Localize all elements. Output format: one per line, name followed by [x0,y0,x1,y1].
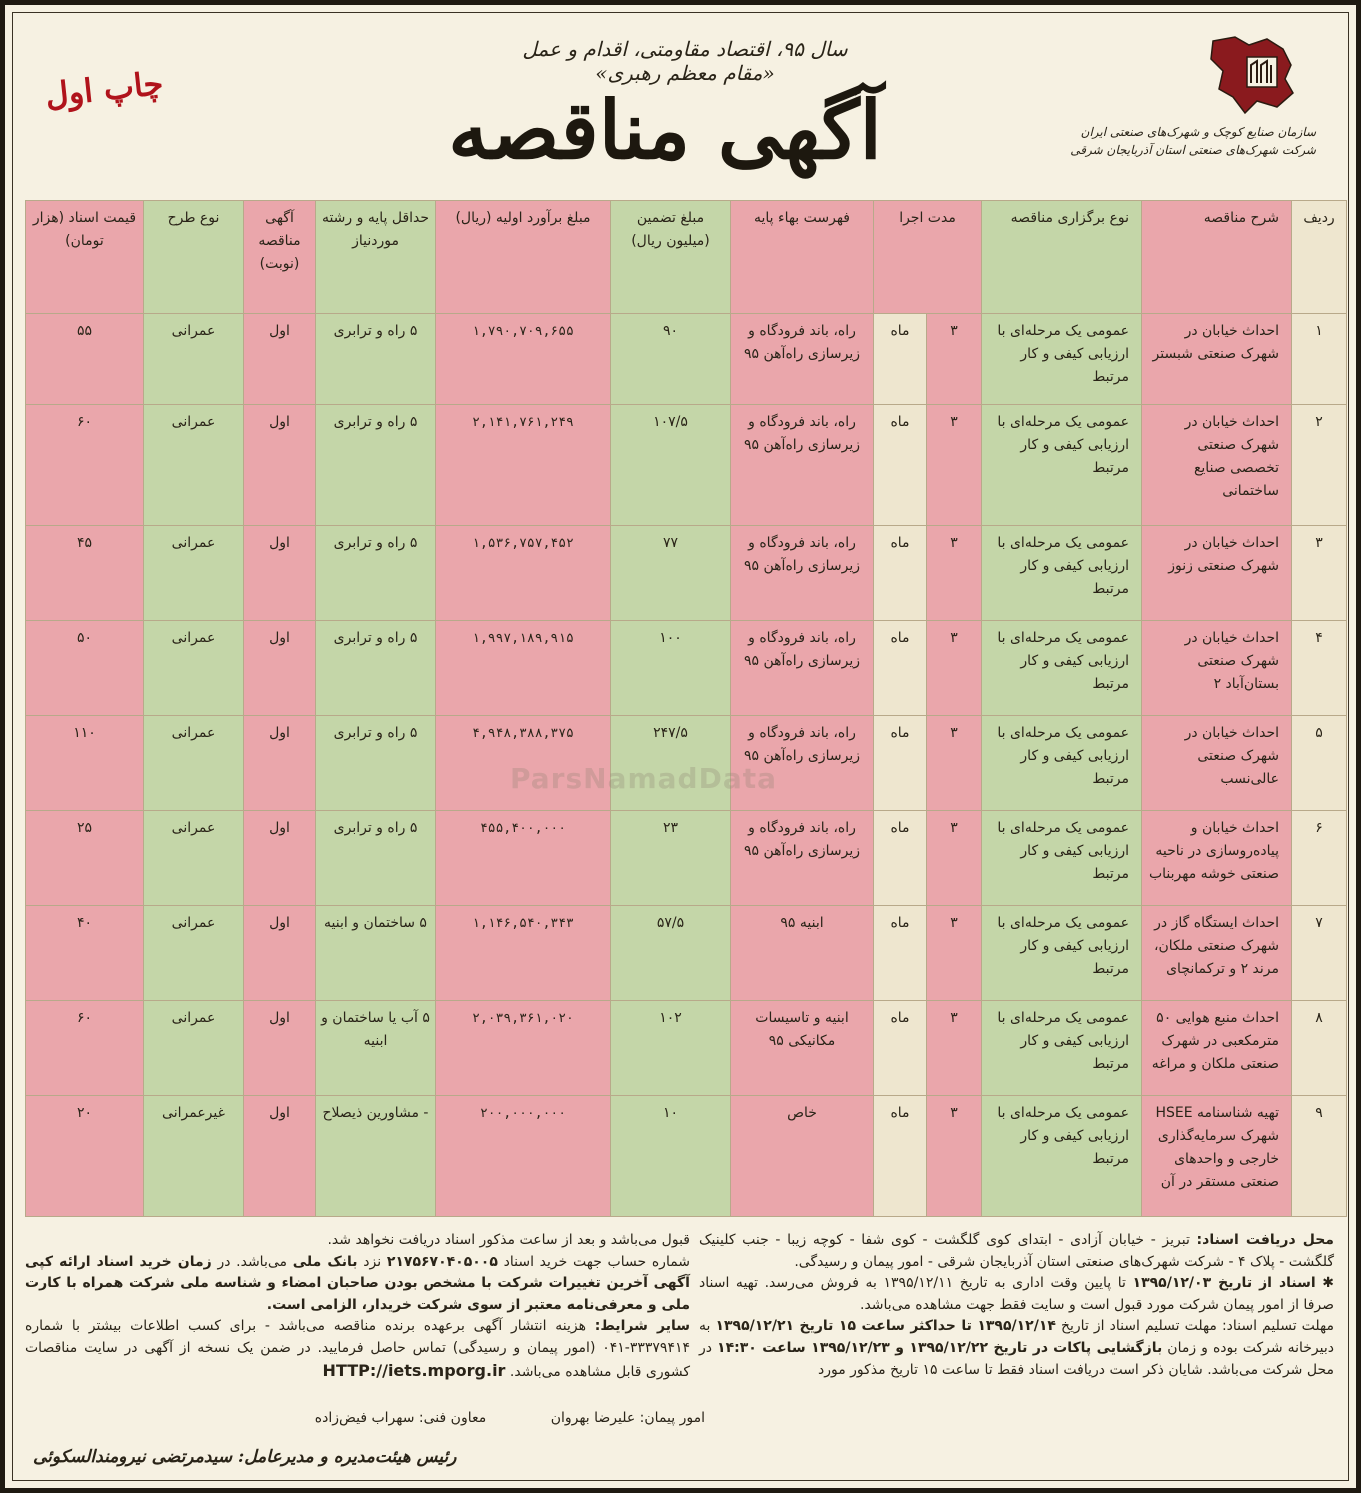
row-description [1142,1095,1292,1217]
row-price-list-text: راه، باند فرودگاه و زیرسازی راه‌آهن ۹۵ [744,725,860,765]
row-number-text: ۶ [1315,819,1323,836]
row-estimate-text: ۱,۹۹۷,۱۸۹,۹۱۵ [472,631,574,647]
row-document-price [26,1095,144,1217]
row-estimate-text: ۲۰۰,۰۰۰,۰۰۰ [479,1105,567,1121]
row-tender-type-text: عمومی یک مرحله‌ای با ارزیابی کیفی و کار مرتبط [997,819,1130,882]
row-duration-number [927,314,982,405]
row-notice-round-text: اول [269,725,290,742]
row-number-text: ۱ [1315,323,1323,339]
row-tender-type [982,405,1142,526]
row-grade [316,405,436,526]
row-document-price [26,314,144,405]
row-project-type [144,621,244,716]
row-duration-unit-text: ماه [890,1009,910,1026]
row-number-text: ۲ [1315,414,1323,430]
row-price-list [731,905,874,1000]
row-tender-type-text: عمومی یک مرحله‌ای با ارزیابی کیفی و کار مرتبط [997,535,1130,598]
row-tender-type [982,810,1142,905]
row-duration-unit-text: ماه [890,914,910,931]
deadline-dates: ۱۳۹۵/۱۲/۱۴ تا حداکثر ساعت ۱۵ تاریخ ۱۳۹۵/۱۲/۲۱ [715,1318,1056,1335]
row-estimate-text: ۴,۹۴۸,۳۸۸,۳۷۵ [472,726,574,742]
row-duration-number [927,810,982,905]
row-grade [316,1095,436,1217]
row-description-text: احداث خیابان در شهرک صنعتی عالی‌نسب [1184,725,1280,788]
header-grade: حداقل پایه و رشته موردنیاز [316,201,436,314]
row-number-text: ۳ [1315,535,1323,552]
row-price-list-text: راه، باند فرودگاه و زیرسازی راه‌آهن ۹۵ [744,414,860,453]
row-project-type-text: عمرانی [171,914,216,931]
row-notice-round [244,1000,316,1095]
row-duration-unit-text: ماه [890,1104,910,1121]
row-description-text: تهیه شناسنامه HSEE شهرک سرمایه‌گذاری خارجی و واحدهای صنعتی مستقر در آن [1155,1104,1280,1190]
row-document-price-text: ۴۵ [76,535,93,552]
row-number [1292,621,1347,716]
row-description-text: احداث خیابان در شهرک صنعتی شبستر [1152,323,1280,362]
row-document-price [26,716,144,811]
row-number [1292,1000,1347,1095]
row-project-type [144,405,244,526]
row-estimate [436,314,611,405]
row-guarantee-text: ۲۳ [662,819,679,836]
row-estimate-text: ۲,۰۳۹,۳۶۱,۰۲۰ [472,1010,574,1026]
row-estimate [436,621,611,716]
row-description-text: احداث خیابان در شهرک صنعتی تخصصی صنایع ساختمانی [1184,414,1280,499]
row-grade [316,905,436,1000]
row-grade [316,314,436,405]
row-tender-type [982,1000,1142,1095]
row-grade [316,1000,436,1095]
row-guarantee-text: ۱۰۲ [659,1009,682,1026]
contracts-signature: امور پیمان: علیرضا بهروان [550,1410,705,1426]
row-duration-number-text: ۳ [950,1009,958,1026]
watermark-text: ParsNamadData [510,762,777,795]
row-duration-number [927,405,982,526]
row-duration-unit-text: ماه [890,535,910,552]
technical-deputy-signature: معاون فنی: سهراب فیض‌زاده [314,1410,487,1426]
row-duration-number [927,716,982,811]
row-grade [316,810,436,905]
footer-left-block [25,1230,690,1383]
row-number-text: ۹ [1315,1104,1323,1121]
row-notice-round [244,526,316,621]
row-guarantee [611,1095,731,1217]
row-description [1142,905,1292,1000]
row-duration-unit-text: ماه [890,630,910,647]
ceo-signature: رئیس هیئت‌مدیره و مدیرعامل: سیدمرتضی نیرومندالسکوئی [33,1447,457,1467]
row-duration-number [927,1095,982,1217]
row-estimate [436,1095,611,1217]
row-number [1292,405,1347,526]
row-document-price-text: ۵۵ [76,323,93,339]
row-grade-text: ۵ راه و ترابری [333,323,418,339]
table-row [26,405,1347,526]
row-price-list [731,1095,874,1217]
row-number-text: ۴ [1315,630,1323,647]
row-duration-unit-text: ماه [890,323,910,339]
account-mid: می‌باشد. در [217,1253,288,1270]
row-grade-text: ۵ ساختمان و ابنیه [324,914,427,931]
iran-map-logo-icon [1205,35,1300,115]
row-number [1292,810,1347,905]
row-project-type-text: عمرانی [171,1009,216,1026]
row-duration-number [927,621,982,716]
row-guarantee-text: ۲۴۷/۵ [653,725,688,742]
row-tender-type-text: عمومی یک مرحله‌ای با ارزیابی کیفی و کار مرتبط [997,1104,1130,1167]
row-document-price-text: ۲۰ [76,1104,93,1121]
place-label: محل دریافت اسناد: [1196,1232,1334,1248]
row-grade-text: ۵ راه و ترابری [333,630,418,647]
row-notice-round-text: اول [269,630,290,647]
row-project-type-text: عمرانی [171,725,216,742]
row-project-type [144,1000,244,1095]
row-grade-text: ۵ راه و ترابری [333,819,418,836]
row-duration-unit-text: ماه [890,725,910,742]
row-guarantee [611,405,731,526]
header-document-price: قیمت اسناد (هزار تومان) [26,201,144,314]
row-notice-round [244,621,316,716]
bullet-icon: ✱ [1322,1275,1335,1292]
row-grade-text: ۵ راه و ترابری [333,725,418,742]
header-tender-type: نوع برگزاری مناقصه [982,201,1142,314]
row-number [1292,526,1347,621]
row-grade-text: ۵ آب یا ساختمان و ابنیه [321,1009,430,1049]
row-duration-number-text: ۳ [950,819,958,836]
row-duration-number-text: ۳ [950,725,958,742]
row-grade [316,716,436,811]
website-link[interactable]: HTTP://iets.mporg.ir [322,1360,506,1380]
table-row [26,1095,1347,1217]
opening-label: بازگشایی پاکات [1053,1339,1163,1356]
row-notice-round-text: اول [269,1009,290,1026]
tender-table [25,200,1347,1217]
row-estimate-text: ۱,۱۴۶,۵۴۰,۳۴۳ [472,915,574,931]
row-document-price-text: ۱۱۰ [73,725,96,742]
row-estimate [436,810,611,905]
row-document-price-text: ۶۰ [76,414,93,430]
row-number [1292,716,1347,811]
row-notice-round [244,314,316,405]
row-tender-type-text: عمومی یک مرحله‌ای با ارزیابی کیفی و کار مرتبط [997,1009,1130,1072]
row-document-price-text: ۵۰ [76,630,93,647]
organization-name [1056,123,1316,159]
purchase-requirements: زمان خرید اسناد ارائه کپی آگهی آخرین تغییرات شرکت با مشخص بودن صاحبان امضاء و شناسه ملی شرکت همراه با کارت ملی و معرفی‌نامه معتبر از سوی شرکت خریدار، الزامی است. [25,1253,690,1313]
row-document-price-text: ۲۵ [76,819,93,836]
row-notice-round [244,905,316,1000]
row-document-price-text: ۶۰ [76,1009,93,1026]
row-document-price [26,526,144,621]
row-document-price [26,905,144,1000]
header-row-number: ردیف [1292,201,1347,314]
org-line-2: شرکت شهرک‌های صنعتی استان آذربایجان شرقی [1070,143,1316,157]
row-price-list-text: ابنیه ۹۵ [780,914,824,931]
row-price-list-text: خاص [787,1104,817,1121]
first-print-badge: چاپ اول [43,63,166,115]
row-estimate [436,405,611,526]
row-duration-number-text: ۳ [950,1104,958,1121]
row-duration-unit [874,716,927,811]
header-duration: مدت اجرا [874,201,982,314]
row-tender-type-text: عمومی یک مرحله‌ای با ارزیابی کیفی و کار مرتبط [997,725,1130,788]
row-description [1142,526,1292,621]
row-price-list [731,314,874,405]
row-notice-round [244,716,316,811]
row-project-type [144,526,244,621]
org-line-1: سازمان صنایع کوچک و شهرک‌های صنعتی ایران [1080,125,1316,139]
row-description [1142,716,1292,811]
row-project-type-text: عمرانی [171,819,216,836]
header-notice-round: آگهی مناقصه (نوبت) [244,201,316,314]
row-duration-number-text: ۳ [950,414,958,430]
row-duration-unit [874,526,927,621]
row-guarantee-text: ۱۰۰ [659,630,682,647]
row-duration-number-text: ۳ [950,535,958,552]
row-document-price [26,405,144,526]
row-estimate-text: ۲,۱۴۱,۷۶۱,۲۴۹ [472,415,574,430]
row-duration-number [927,526,982,621]
row-duration-number [927,905,982,1000]
row-document-price [26,1000,144,1095]
row-grade-text: ۵ راه و ترابری [333,414,418,430]
row-project-type-text: عمرانی [171,630,216,647]
row-tender-type [982,621,1142,716]
other-conditions-text: هزینه انتشار آگهی برعهده برنده مناقصه می‌باشد - برای کسب اطلاعات بیشتر با شماره ۳۳۳۷۹۴۱۴-۰۴۱ (امور پیمان و رسیدگی) تماس حاصل فرمایید. در ضمن یک نسخه از آگهی در سایت مناقصات کشوری قابل مشاهده می‌باشد. [25,1318,690,1380]
row-description [1142,314,1292,405]
row-guarantee [611,621,731,716]
header-description: شرح مناقصه [1142,201,1292,314]
row-project-type [144,716,244,811]
row-project-type-text: عمرانی [171,323,216,339]
bank-name: بانک ملی [292,1253,358,1270]
row-guarantee [611,905,731,1000]
deadline-label: مهلت تسلیم اسناد: مهلت تسلیم اسناد از تاریخ [1060,1318,1334,1335]
footer-right-block [699,1230,1334,1381]
row-number [1292,905,1347,1000]
row-description-text: احداث خیابان در شهرک صنعتی بستان‌آباد ۲ [1184,630,1280,693]
row-price-list-text: راه، باند فرودگاه و زیرسازی راه‌آهن ۹۵ [744,323,860,362]
row-notice-round-text: اول [269,323,290,339]
row-notice-round-text: اول [269,914,290,931]
row-price-list-text: ابنیه و تاسیسات مکانیکی ۹۵ [755,1009,849,1049]
row-duration-number-text: ۳ [950,630,958,647]
row-notice-round-text: اول [269,1104,290,1121]
row-number [1292,1095,1347,1217]
slogan: سال ۹۵، اقتصاد مقاومتی، اقدام و عمل «مقام معظم رهبری» [522,37,848,85]
row-notice-round [244,405,316,526]
row-guarantee [611,526,731,621]
row-description [1142,405,1292,526]
row-guarantee-text: ۱۰۷/۵ [653,414,688,430]
row-tender-type-text: عمومی یک مرحله‌ای با ارزیابی کیفی و کار مرتبط [997,323,1130,385]
row-grade-text: - مشاورین ذیصلاح [322,1104,429,1121]
page-title: آگهی مناقصه [448,83,882,177]
opening-tail: در محل شرکت می‌باشد. شایان ذکر است دریافت اسناد فقط تا ساعت ۱۵ تاریخ مذکور مورد [699,1339,1334,1378]
header-price-list: فهرست بهاء پایه [731,201,874,314]
table-row [26,905,1347,1000]
row-duration-unit [874,405,927,526]
row-notice-round-text: اول [269,414,290,430]
row-duration-unit [874,810,927,905]
row-tender-type [982,1095,1142,1217]
header-guarantee: مبلغ تضمین (میلیون ریال) [611,201,731,314]
row-estimate [436,526,611,621]
acceptance-text: قبول می‌باشد و بعد از ساعت مذکور اسناد دریافت نخواهد شد. [327,1232,690,1248]
row-notice-round [244,1095,316,1217]
row-number-text: ۵ [1315,725,1323,742]
row-guarantee-text: ۱۰ [662,1104,679,1121]
row-tender-type-text: عمومی یک مرحله‌ای با ارزیابی کیفی و کار مرتبط [997,630,1130,693]
row-duration-unit [874,1000,927,1095]
table-row [26,1000,1347,1095]
row-guarantee-text: ۵۷/۵ [656,914,685,931]
row-guarantee-text: ۹۰ [662,323,679,339]
row-tender-type [982,526,1142,621]
account-number: ۲۱۷۵۶۷۰۴۰۵۰۰۵ [386,1253,498,1270]
row-price-list [731,1000,874,1095]
row-notice-round-text: اول [269,819,290,836]
table-header-row [26,201,1347,314]
account-label: شماره حساب جهت خرید اسناد [503,1253,691,1270]
row-price-list [731,621,874,716]
row-description [1142,621,1292,716]
row-price-list-text: راه، باند فرودگاه و زیرسازی راه‌آهن ۹۵ [744,819,860,859]
row-description-text: احداث خیابان و پیاده‌روسازی در ناحیه صنعتی خوشه مهربناب [1148,819,1280,882]
other-conditions-label: سایر شرایط: [594,1318,690,1335]
row-description [1142,810,1292,905]
row-estimate-text: ۱,۵۳۶,۷۵۷,۴۵۲ [472,536,574,552]
row-duration-number-text: ۳ [950,914,958,931]
row-duration-unit [874,905,927,1000]
row-document-price [26,621,144,716]
sale-label: اسناد از تاریخ ۱۳۹۵/۱۲/۰۳ [1132,1275,1316,1292]
row-guarantee [611,314,731,405]
row-number [1292,314,1347,405]
row-estimate [436,905,611,1000]
row-project-type-text: عمرانی [171,414,216,430]
row-description [1142,1000,1292,1095]
row-tender-type [982,716,1142,811]
row-duration-number [927,1000,982,1095]
row-duration-unit [874,1095,927,1217]
row-estimate [436,1000,611,1095]
row-duration-unit-text: ماه [890,414,910,430]
deadline-tail: به دبیرخانه شرکت بوده و زمان [699,1318,1335,1356]
row-duration-number-text: ۳ [950,323,958,339]
header-estimate: مبلغ برآورد اولیه (ریال) [436,201,611,314]
table-row [26,314,1347,405]
row-tender-type-text: عمومی یک مرحله‌ای با ارزیابی کیفی و کار مرتبط [997,914,1130,977]
row-tender-type [982,314,1142,405]
row-price-list [731,526,874,621]
row-duration-unit [874,314,927,405]
row-grade [316,526,436,621]
row-guarantee [611,810,731,905]
row-guarantee-text: ۷۷ [662,535,679,552]
row-grade-text: ۵ راه و ترابری [333,535,418,552]
row-project-type [144,1095,244,1217]
row-description-text: احداث منبع هوایی ۵۰ مترمکعبی در شهرک صنعتی ملکان و مراغه [1151,1009,1280,1072]
table-row [26,810,1347,905]
place-text: تبریز - خیابان آزادی - ابتدای کوی گلگشت - کوی شفا - کوچه زیبا - جنب کلینیک گلگشت - پلاک ۴ - شرکت شهرک‌های صنعتی استان آذربایجان شرقی - امور پیمان و رسیدگی. [699,1232,1334,1270]
row-document-price [26,810,144,905]
row-price-list-text: راه، باند فرودگاه و زیرسازی راه‌آهن ۹۵ [744,630,860,670]
row-tender-type-text: عمومی یک مرحله‌ای با ارزیابی کیفی و کار مرتبط [997,414,1130,476]
row-project-type-text: غیرعمرانی [162,1104,225,1121]
row-estimate-text: ۱,۷۹۰,۷۰۹,۶۵۵ [472,324,574,339]
row-notice-round [244,810,316,905]
account-at: نزد [363,1253,382,1270]
opening-dates: در تاریخ ۱۳۹۵/۱۲/۲۲ و ۱۳۹۵/۱۲/۲۳ ساعت ۱۴:۳۰ [717,1339,1049,1356]
row-project-type [144,810,244,905]
table-row [26,621,1347,716]
row-price-list [731,405,874,526]
row-duration-unit-text: ماه [890,819,910,836]
table-row [26,526,1347,621]
row-project-type [144,905,244,1000]
row-description-text: احداث خیابان در شهرک صنعتی زنوز [1168,535,1280,575]
row-project-type [144,314,244,405]
row-grade [316,621,436,716]
row-price-list-text: راه، باند فرودگاه و زیرسازی راه‌آهن ۹۵ [744,535,860,575]
row-notice-round-text: اول [269,535,290,552]
row-estimate-text: ۴۵۵,۴۰۰,۰۰۰ [479,820,567,836]
row-price-list [731,810,874,905]
row-duration-unit [874,621,927,716]
row-project-type-text: عمرانی [171,535,216,552]
row-guarantee [611,1000,731,1095]
signatures [25,1410,705,1426]
row-number-text: ۷ [1315,914,1323,931]
row-tender-type [982,905,1142,1000]
row-document-price-text: ۴۰ [76,914,93,931]
row-number-text: ۸ [1315,1009,1323,1026]
row-description-text: احداث ایستگاه گاز در شهرک صنعتی ملکان، مرند ۲ و ترکمانچای [1153,914,1280,977]
header-project-type: نوع طرح [144,201,244,314]
sale-text: تا پایین وقت اداری به تاریخ ۱۳۹۵/۱۲/۱۱ به فروش می‌رسد. تهیه اسناد صرفا از امور پیمان شرکت مورد قبول است و سایت فقط جهت مشاهده می‌باشد. [699,1275,1334,1313]
